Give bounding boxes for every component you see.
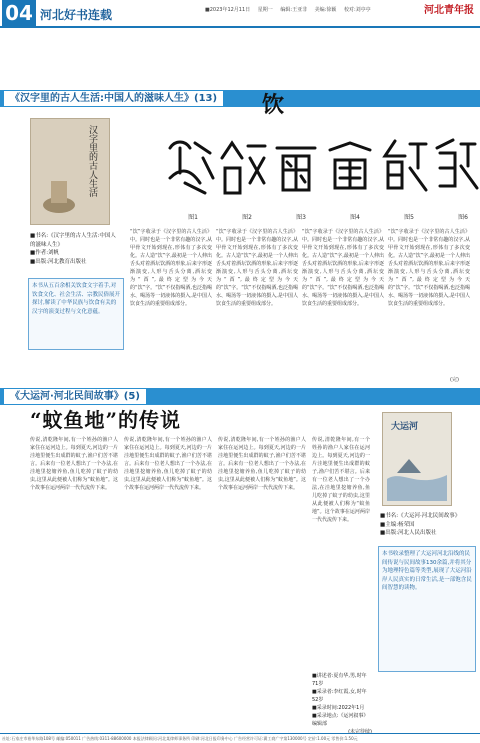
article1-col1: “饮”字收录于《汉字里的古人生活》中。同时也是一个非常有趣的汉字,从甲骨文开始到现在,形体有了多次变化。古人造“饮”字,最初是一个人伸出舌头对着酒坛饮酒的形象,后来字形逐渐演变,人形与舌头分离,酒坛变为“酉”,最终定型为今天的“饮”字。“饮”不仅指喝酒,也泛指喝水、喝汤等一切液体的摄入,是中国人饮食生活的重要组成部分。 <box>130 229 212 307</box>
article2-col4: 传说,清乾隆年间,有一个姓孙的渔户人家住在运河边上。每到夏天,河边的一片洼地里便生出成群的蚊子,渔户们苦不堪言。后来有一位老人想出了一个办法,在洼地里挖塘养鱼,鱼儿吃掉了蚊子的幼虫,这里从此便被人们称为“蚊鱼地”。这个故事在运河两岸一代代流传下来。 <box>312 437 370 523</box>
book-cover-1-title: 汉字里的古人生活 <box>87 125 97 197</box>
collector-line: ■采录者:李红霞,女,时年52岁 <box>312 689 367 703</box>
article1-col4: “饮”字收录于《汉字里的古人生活》中。同时也是一个非常有趣的汉字,从甲骨文开始到现在,形体有了多次变化。古人造“饮”字,最初是一个人伸出舌头对着酒坛饮酒的形象,后来字形逐渐演变,人形与舌头分离,酒坛变为“酉”,最终定型为今天的“饮”字。“饮”不仅指喝酒,也泛指喝水、喝汤等一切液体的摄入,是中国人饮食生活的重要组成部分。 <box>388 229 470 307</box>
article2-col3: 传说,清乾隆年间,有一个姓孙的渔户人家住在运河边上。每到夏天,河边的一片洼地里便生出成群的蚊子,渔户们苦不堪言。后来有一位老人想出了一个办法,在洼地里挖塘养鱼,鱼儿吃掉了蚊子的幼虫,这里从此便被人们称为“蚊鱼地”。这个故事在运河两岸一代代流传下来。 <box>218 437 306 491</box>
book-cover-2-illustration <box>387 439 447 501</box>
issue-weekday: 星期一 <box>257 7 273 13</box>
header-meta <box>205 6 377 13</box>
article2-credits <box>312 672 372 736</box>
fig-caption-3: 图3 <box>296 214 306 221</box>
page-number: 04 <box>2 0 36 26</box>
glyph-fig3 <box>277 148 315 190</box>
page-footer: 社址:石家庄市裕华东路108号 邮编:050011 广告热线:0311-88600000 本报法律顾问:河北某律师事务所 印刷:河北日报印务中心 广告经营许可证:冀工商广字第130000号 定价:1.00元 零售价:1.50元 <box>0 733 480 743</box>
editor-credit: 编辑:王亚非 <box>280 7 308 13</box>
fig-caption-2: 图2 <box>242 214 252 221</box>
article1-col3: “饮”字收录于《汉字里的古人生活》中。同时也是一个非常有趣的汉字,从甲骨文开始到现在,形体有了多次变化。古人造“饮”字,最初是一个人伸出舌头对着酒坛饮酒的形象,后来字形逐渐演变,人形与舌头分离,酒坛变为“酉”,最终定型为今天的“饮”字。“饮”不仅指喝酒,也泛指喝水、喝汤等一切液体的摄入,是中国人饮食生活的重要组成部分。 <box>302 229 384 307</box>
book2-editor-line: ■主编:杨荣国 <box>380 521 415 528</box>
masthead-logo: 河北青年报 <box>424 5 474 16</box>
book1-publisher-line: ■出版:河北教育出版社 <box>30 258 87 265</box>
narrator-line: ■讲述者:夏有华,男,时年71岁 <box>312 673 367 687</box>
book-info-1 <box>30 232 120 266</box>
collect-time-line: ■采录时间:2022年1月 <box>312 705 365 711</box>
book-info-2 <box>380 512 476 538</box>
book-cover-2-title: 大运河 <box>391 422 419 432</box>
article1-signoff: (完) <box>450 377 459 383</box>
book-cover-1 <box>30 118 110 225</box>
design-credit: 美编:徐颖 <box>314 7 337 13</box>
fig-caption-5: 图5 <box>404 214 414 221</box>
book2-title-line: ■书名:《大运河·河北民间故事》 <box>380 513 461 519</box>
book-intro-2: 本书收录整理了大运河河北沿线的民间传说与民间故事130余篇,并将其分为地理特色篇等类型,展现了大运河沿岸人民真实的日常生活,是一部饱含民间智慧的读物。 <box>378 546 476 672</box>
article1-band <box>0 90 480 107</box>
issue-date: ■2023年12月11日 <box>205 7 251 13</box>
fig-caption-1: 图1 <box>188 214 198 221</box>
proof-credit: 校对:刘亭亭 <box>343 7 371 13</box>
article1-band-title: 《汉字里的古人生活:中国人的滋味人生》(13) <box>4 91 223 106</box>
header-rule <box>0 26 480 28</box>
book-cover-1-illustration <box>39 167 79 217</box>
book-cover-2 <box>382 412 452 506</box>
book1-title-line: ■书名:《汉字里的古人生活:中国人的滋味人生》 <box>30 233 116 248</box>
glyph-fig5 <box>385 141 426 190</box>
article2-headline: “蚊鱼地”的传说 <box>30 408 182 432</box>
collect-place-line: ■采录地点:《运河叙事》编辑部 <box>312 713 369 727</box>
fig-caption-6: 图6 <box>458 214 468 221</box>
book2-publisher-line: ■出版:河北人民出版社 <box>380 530 437 536</box>
glyph-fig2 <box>222 143 265 193</box>
article2-band-title: 《大运河·河北民间故事》(5) <box>4 389 146 404</box>
fig-caption-4: 图4 <box>350 214 360 221</box>
glyph-fig1 <box>170 142 213 193</box>
glyph-fig4 <box>330 143 370 188</box>
glyph-figures <box>155 130 480 205</box>
book-intro-1: 本书从五百余相关饮食文字着手,对饮食文化、社会生活、宗教民俗展开探讨,解读了中华民族与饮食有关的汉字的演变过程与文化意蕴。 <box>28 278 124 350</box>
article2-col1: 传说,清乾隆年间,有一个姓孙的渔户人家住在运河边上。每到夏天,河边的一片洼地里便生出成群的蚊子,渔户们苦不堪言。后来有一位老人想出了一个办法,在洼地里挖塘养鱼,鱼儿吃掉了蚊子的幼虫,这里从此便被人们称为“蚊鱼地”。这个故事在运河两岸一代代流传下来。 <box>30 437 118 491</box>
book1-author-line: ■作者:刘帆 <box>30 250 60 256</box>
article2-band <box>0 388 480 405</box>
article2-col2: 传说,清乾隆年间,有一个姓孙的渔户人家住在运河边上。每到夏天,河边的一片洼地里便生出成群的蚊子,渔户们苦不堪言。后来有一位老人想出了一个办法,在洼地里挖塘养鱼,鱼儿吃掉了蚊子的幼虫,这里从此便被人们称为“蚊鱼地”。这个故事在运河两岸一代代流传下来。 <box>124 437 212 491</box>
column-name: 河北好书连载 <box>40 8 113 22</box>
article1-col2: “饮”字收录于《汉字里的古人生活》中。同时也是一个非常有趣的汉字,从甲骨文开始到现在,形体有了多次变化。古人造“饮”字,最初是一个人伸出舌头对着酒坛饮酒的形象,后来字形逐渐演变,人形与舌头分离,酒坛变为“酉”,最终定型为今天的“饮”字。“饮”不仅指喝酒,也泛指喝水、喝汤等一切液体的摄入,是中国人饮食生活的重要组成部分。 <box>216 229 298 307</box>
article2-signoff: (未完待续) <box>348 729 372 735</box>
article1-big-char: 饮 <box>262 92 285 118</box>
glyph-fig6 <box>437 140 477 188</box>
